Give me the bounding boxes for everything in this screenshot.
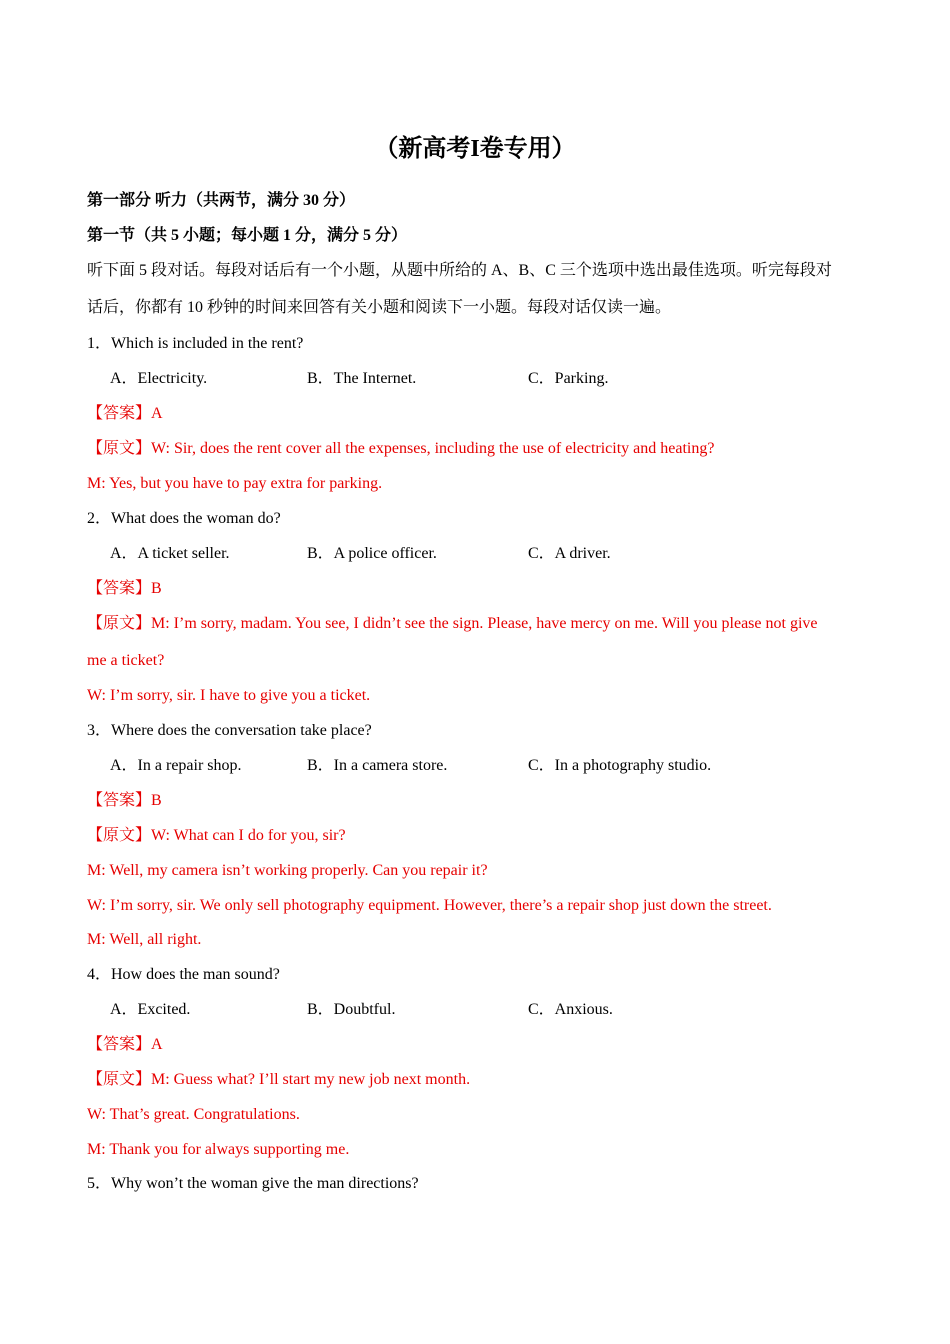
instructions-line: 话后，你都有 10 秒钟的时间来回答有关小题和阅读下一小题。每段对话仅读一遍。 <box>87 299 672 316</box>
transcript-line: W: That’s great. Congratulations. <box>87 1106 300 1123</box>
transcript-line: 【原文】M: Guess what? I’ll start my new job next month. <box>87 1071 471 1088</box>
option-b: B．The Internet. <box>307 370 417 387</box>
option-a: A．Excited. <box>110 1001 191 1018</box>
answer-label: 【答案】A <box>87 1036 163 1053</box>
question-stem: 4．How does the man sound? <box>87 966 280 983</box>
transcript-line: M: Well, my camera isn’t working properly. Can you repair it? <box>87 862 488 879</box>
transcript-line: 【原文】M: I’m sorry, madam. You see, I didn’t see the sign. Please, have mercy on me. Will you please not give <box>87 615 818 632</box>
transcript-line: 【原文】W: Sir, does the rent cover all the expenses, including the use of electricity and heating? <box>87 440 715 457</box>
section-heading: 第一节（共 5 小题；每小题 1 分，满分 5 分） <box>87 227 408 244</box>
transcript-line: M: Yes, but you have to pay extra for parking. <box>87 475 383 492</box>
transcript-line: M: Thank you for always supporting me. <box>87 1141 350 1158</box>
transcript-line: me a ticket? <box>87 652 165 669</box>
page-title: （新高考I卷专用） <box>374 136 576 162</box>
answer-label: 【答案】A <box>87 405 163 422</box>
part-heading: 第一部分 听力（共两节，满分 30 分） <box>87 192 356 209</box>
transcript-line: 【原文】W: What can I do for you, sir? <box>87 827 346 844</box>
answer-label: 【答案】B <box>87 580 162 597</box>
question-stem: 2．What does the woman do? <box>87 510 281 527</box>
option-a: A．Electricity. <box>110 370 208 387</box>
instructions-line: 听下面 5 段对话。每段对话后有一个小题，从题中所给的 A、B、C 三个选项中选出最佳选项。听完每段对 <box>87 262 832 279</box>
option-a: A．A ticket seller. <box>110 545 230 562</box>
transcript-line: W: I’m sorry, sir. We only sell photography equipment. However, there’s a repair shop just down the street. <box>87 897 772 914</box>
transcript-line: W: I’m sorry, sir. I have to give you a ticket. <box>87 687 371 704</box>
option-c: C．Anxious. <box>528 1001 613 1018</box>
question-stem: 1．Which is included in the rent? <box>87 335 304 352</box>
option-b: B．In a camera store. <box>307 757 448 774</box>
option-b: B．A police officer. <box>307 545 437 562</box>
option-c: C．Parking. <box>528 370 609 387</box>
transcript-line: M: Well, all right. <box>87 931 202 948</box>
question-stem: 5．Why won’t the woman give the man directions? <box>87 1175 419 1192</box>
option-c: C．A driver. <box>528 545 611 562</box>
option-c: C．In a photography studio. <box>528 757 712 774</box>
question-stem: 3．Where does the conversation take place? <box>87 722 372 739</box>
option-a: A．In a repair shop. <box>110 757 242 774</box>
option-b: B．Doubtful. <box>307 1001 396 1018</box>
answer-label: 【答案】B <box>87 792 162 809</box>
